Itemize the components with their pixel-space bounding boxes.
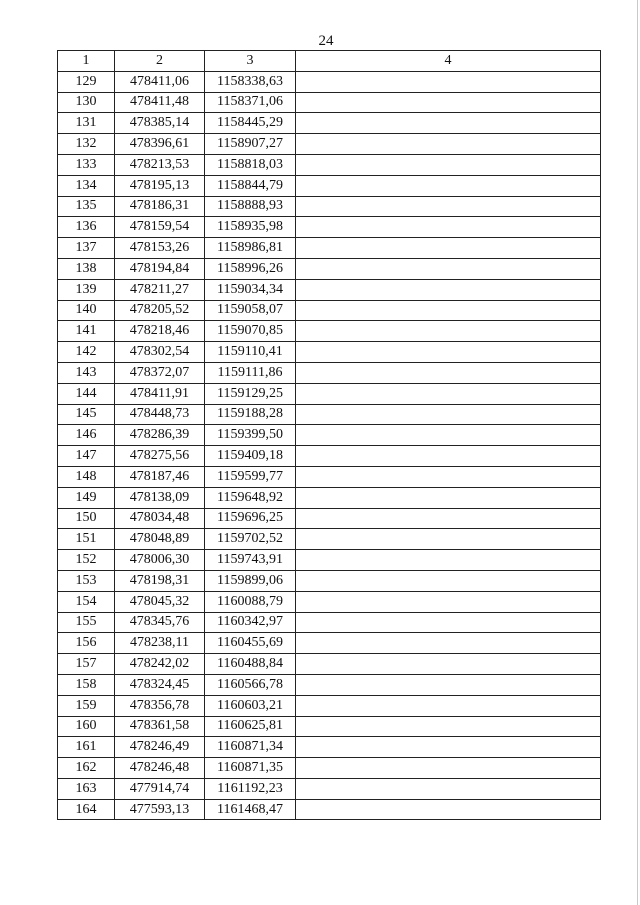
table-row — [58, 362, 601, 383]
x-coordinate-cell: 478238,11 — [115, 633, 205, 654]
table-row — [58, 383, 601, 404]
table-row — [58, 92, 601, 113]
point-number-cell: 141 — [58, 321, 115, 342]
point-number-cell: 161 — [58, 737, 115, 758]
notes-cell — [296, 92, 601, 113]
y-coordinate-cell: 1160871,34 — [205, 737, 296, 758]
y-coordinate-cell: 1159110,41 — [205, 342, 296, 363]
x-coordinate-cell: 478205,52 — [115, 300, 205, 321]
x-coordinate-cell: 478218,46 — [115, 321, 205, 342]
y-coordinate-cell: 1158907,27 — [205, 134, 296, 155]
x-coordinate-cell: 478187,46 — [115, 466, 205, 487]
notes-cell — [296, 716, 601, 737]
x-coordinate-cell: 478302,54 — [115, 342, 205, 363]
x-coordinate-cell: 478286,39 — [115, 425, 205, 446]
y-coordinate-cell: 1158935,98 — [205, 217, 296, 238]
x-coordinate-cell: 478242,02 — [115, 654, 205, 675]
table-row — [58, 612, 601, 633]
y-coordinate-cell: 1159599,77 — [205, 466, 296, 487]
notes-cell — [296, 404, 601, 425]
y-coordinate-cell: 1159899,06 — [205, 570, 296, 591]
notes-cell — [296, 799, 601, 820]
x-coordinate-cell: 477593,13 — [115, 799, 205, 820]
notes-cell — [296, 591, 601, 612]
table-row — [58, 737, 601, 758]
point-number-cell: 148 — [58, 466, 115, 487]
y-coordinate-cell: 1160455,69 — [205, 633, 296, 654]
y-coordinate-cell: 1158818,03 — [205, 154, 296, 175]
point-number-cell: 136 — [58, 217, 115, 238]
point-number-cell: 138 — [58, 258, 115, 279]
notes-cell — [296, 342, 601, 363]
notes-cell — [296, 695, 601, 716]
point-number-cell: 147 — [58, 446, 115, 467]
x-coordinate-cell: 478385,14 — [115, 113, 205, 134]
table-row — [58, 591, 601, 612]
y-coordinate-cell: 1160342,97 — [205, 612, 296, 633]
point-number-cell: 142 — [58, 342, 115, 363]
table-row — [58, 508, 601, 529]
x-coordinate-cell: 478153,26 — [115, 238, 205, 259]
y-coordinate-cell: 1159058,07 — [205, 300, 296, 321]
header-row — [58, 51, 601, 72]
notes-cell — [296, 383, 601, 404]
notes-cell — [296, 466, 601, 487]
point-number-cell: 164 — [58, 799, 115, 820]
notes-cell — [296, 550, 601, 571]
notes-cell — [296, 487, 601, 508]
point-number-cell: 137 — [58, 238, 115, 259]
point-number-cell: 133 — [58, 154, 115, 175]
x-coordinate-cell: 478275,56 — [115, 446, 205, 467]
x-coordinate-cell: 478045,32 — [115, 591, 205, 612]
point-number-cell: 134 — [58, 175, 115, 196]
point-number-cell: 158 — [58, 674, 115, 695]
point-number-cell: 154 — [58, 591, 115, 612]
y-coordinate-cell: 1158371,06 — [205, 92, 296, 113]
table-row — [58, 217, 601, 238]
x-coordinate-cell: 478138,09 — [115, 487, 205, 508]
y-coordinate-cell: 1159188,28 — [205, 404, 296, 425]
table-row — [58, 321, 601, 342]
y-coordinate-cell: 1160625,81 — [205, 716, 296, 737]
notes-cell — [296, 175, 601, 196]
y-coordinate-cell: 1160088,79 — [205, 591, 296, 612]
x-coordinate-cell: 478006,30 — [115, 550, 205, 571]
table-row — [58, 778, 601, 799]
header-col-3: 3 — [205, 51, 296, 72]
table-row — [58, 446, 601, 467]
notes-cell — [296, 134, 601, 155]
table-row — [58, 134, 601, 155]
y-coordinate-cell: 1159399,50 — [205, 425, 296, 446]
y-coordinate-cell: 1159111,86 — [205, 362, 296, 383]
y-coordinate-cell: 1159743,91 — [205, 550, 296, 571]
point-number-cell: 132 — [58, 134, 115, 155]
y-coordinate-cell: 1159696,25 — [205, 508, 296, 529]
table-row — [58, 279, 601, 300]
notes-cell — [296, 196, 601, 217]
point-number-cell: 135 — [58, 196, 115, 217]
notes-cell — [296, 321, 601, 342]
y-coordinate-cell: 1159034,34 — [205, 279, 296, 300]
header-col-4: 4 — [296, 51, 601, 72]
x-coordinate-cell: 478198,31 — [115, 570, 205, 591]
x-coordinate-cell: 478396,61 — [115, 134, 205, 155]
y-coordinate-cell: 1158888,93 — [205, 196, 296, 217]
point-number-cell: 130 — [58, 92, 115, 113]
coordinates-table — [57, 50, 601, 820]
table-row — [58, 71, 601, 92]
y-coordinate-cell: 1159409,18 — [205, 446, 296, 467]
point-number-cell: 160 — [58, 716, 115, 737]
notes-cell — [296, 279, 601, 300]
scan-edge-line — [637, 0, 638, 905]
point-number-cell: 146 — [58, 425, 115, 446]
table-row — [58, 404, 601, 425]
notes-cell — [296, 612, 601, 633]
notes-cell — [296, 300, 601, 321]
x-coordinate-cell: 478324,45 — [115, 674, 205, 695]
table-row — [58, 342, 601, 363]
point-number-cell: 143 — [58, 362, 115, 383]
table-row — [58, 758, 601, 779]
point-number-cell: 162 — [58, 758, 115, 779]
header-col-1: 1 — [58, 51, 115, 72]
notes-cell — [296, 113, 601, 134]
point-number-cell: 155 — [58, 612, 115, 633]
y-coordinate-cell: 1160566,78 — [205, 674, 296, 695]
x-coordinate-cell: 478411,48 — [115, 92, 205, 113]
x-coordinate-cell: 478194,84 — [115, 258, 205, 279]
x-coordinate-cell: 478211,27 — [115, 279, 205, 300]
page-number: 24 — [318, 33, 334, 49]
y-coordinate-cell: 1159648,92 — [205, 487, 296, 508]
table-row — [58, 425, 601, 446]
notes-cell — [296, 674, 601, 695]
y-coordinate-cell: 1158986,81 — [205, 238, 296, 259]
table-row — [58, 674, 601, 695]
point-number-cell: 144 — [58, 383, 115, 404]
table-row — [58, 695, 601, 716]
table-row — [58, 487, 601, 508]
notes-cell — [296, 633, 601, 654]
y-coordinate-cell: 1158844,79 — [205, 175, 296, 196]
y-coordinate-cell: 1159702,52 — [205, 529, 296, 550]
table-row — [58, 633, 601, 654]
point-number-cell: 157 — [58, 654, 115, 675]
point-number-cell: 159 — [58, 695, 115, 716]
point-number-cell: 151 — [58, 529, 115, 550]
x-coordinate-cell: 478048,89 — [115, 529, 205, 550]
notes-cell — [296, 737, 601, 758]
notes-cell — [296, 778, 601, 799]
x-coordinate-cell: 478034,48 — [115, 508, 205, 529]
notes-cell — [296, 238, 601, 259]
point-number-cell: 140 — [58, 300, 115, 321]
table-row — [58, 799, 601, 820]
notes-cell — [296, 258, 601, 279]
table-row — [58, 654, 601, 675]
x-coordinate-cell: 478372,07 — [115, 362, 205, 383]
y-coordinate-cell: 1159070,85 — [205, 321, 296, 342]
table-row — [58, 716, 601, 737]
x-coordinate-cell: 478246,48 — [115, 758, 205, 779]
point-number-cell: 153 — [58, 570, 115, 591]
point-number-cell: 150 — [58, 508, 115, 529]
y-coordinate-cell: 1159129,25 — [205, 383, 296, 404]
table-row — [58, 175, 601, 196]
notes-cell — [296, 217, 601, 238]
y-coordinate-cell: 1158338,63 — [205, 71, 296, 92]
notes-cell — [296, 362, 601, 383]
table-body — [58, 71, 601, 820]
notes-cell — [296, 529, 601, 550]
notes-cell — [296, 758, 601, 779]
table-row — [58, 258, 601, 279]
point-number-cell: 152 — [58, 550, 115, 571]
x-coordinate-cell: 478361,58 — [115, 716, 205, 737]
table-header — [58, 51, 601, 72]
x-coordinate-cell: 478345,76 — [115, 612, 205, 633]
x-coordinate-cell: 477914,74 — [115, 778, 205, 799]
y-coordinate-cell: 1160603,21 — [205, 695, 296, 716]
x-coordinate-cell: 478213,53 — [115, 154, 205, 175]
notes-cell — [296, 654, 601, 675]
table-row — [58, 570, 601, 591]
notes-cell — [296, 570, 601, 591]
notes-cell — [296, 425, 601, 446]
x-coordinate-cell: 478448,73 — [115, 404, 205, 425]
table-row — [58, 529, 601, 550]
notes-cell — [296, 508, 601, 529]
y-coordinate-cell: 1161468,47 — [205, 799, 296, 820]
table-row — [58, 550, 601, 571]
x-coordinate-cell: 478411,06 — [115, 71, 205, 92]
point-number-cell: 156 — [58, 633, 115, 654]
point-number-cell: 139 — [58, 279, 115, 300]
x-coordinate-cell: 478195,13 — [115, 175, 205, 196]
notes-cell — [296, 154, 601, 175]
point-number-cell: 131 — [58, 113, 115, 134]
table-row — [58, 300, 601, 321]
y-coordinate-cell: 1160488,84 — [205, 654, 296, 675]
table-row — [58, 113, 601, 134]
y-coordinate-cell: 1161192,23 — [205, 778, 296, 799]
table-row — [58, 196, 601, 217]
notes-cell — [296, 71, 601, 92]
table-row — [58, 238, 601, 259]
x-coordinate-cell: 478159,54 — [115, 217, 205, 238]
table-row — [58, 154, 601, 175]
point-number-cell: 149 — [58, 487, 115, 508]
x-coordinate-cell: 478356,78 — [115, 695, 205, 716]
y-coordinate-cell: 1158445,29 — [205, 113, 296, 134]
table-row — [58, 466, 601, 487]
point-number-cell: 129 — [58, 71, 115, 92]
y-coordinate-cell: 1160871,35 — [205, 758, 296, 779]
y-coordinate-cell: 1158996,26 — [205, 258, 296, 279]
x-coordinate-cell: 478411,91 — [115, 383, 205, 404]
point-number-cell: 145 — [58, 404, 115, 425]
point-number-cell: 163 — [58, 778, 115, 799]
x-coordinate-cell: 478246,49 — [115, 737, 205, 758]
notes-cell — [296, 446, 601, 467]
header-col-2: 2 — [115, 51, 205, 72]
x-coordinate-cell: 478186,31 — [115, 196, 205, 217]
